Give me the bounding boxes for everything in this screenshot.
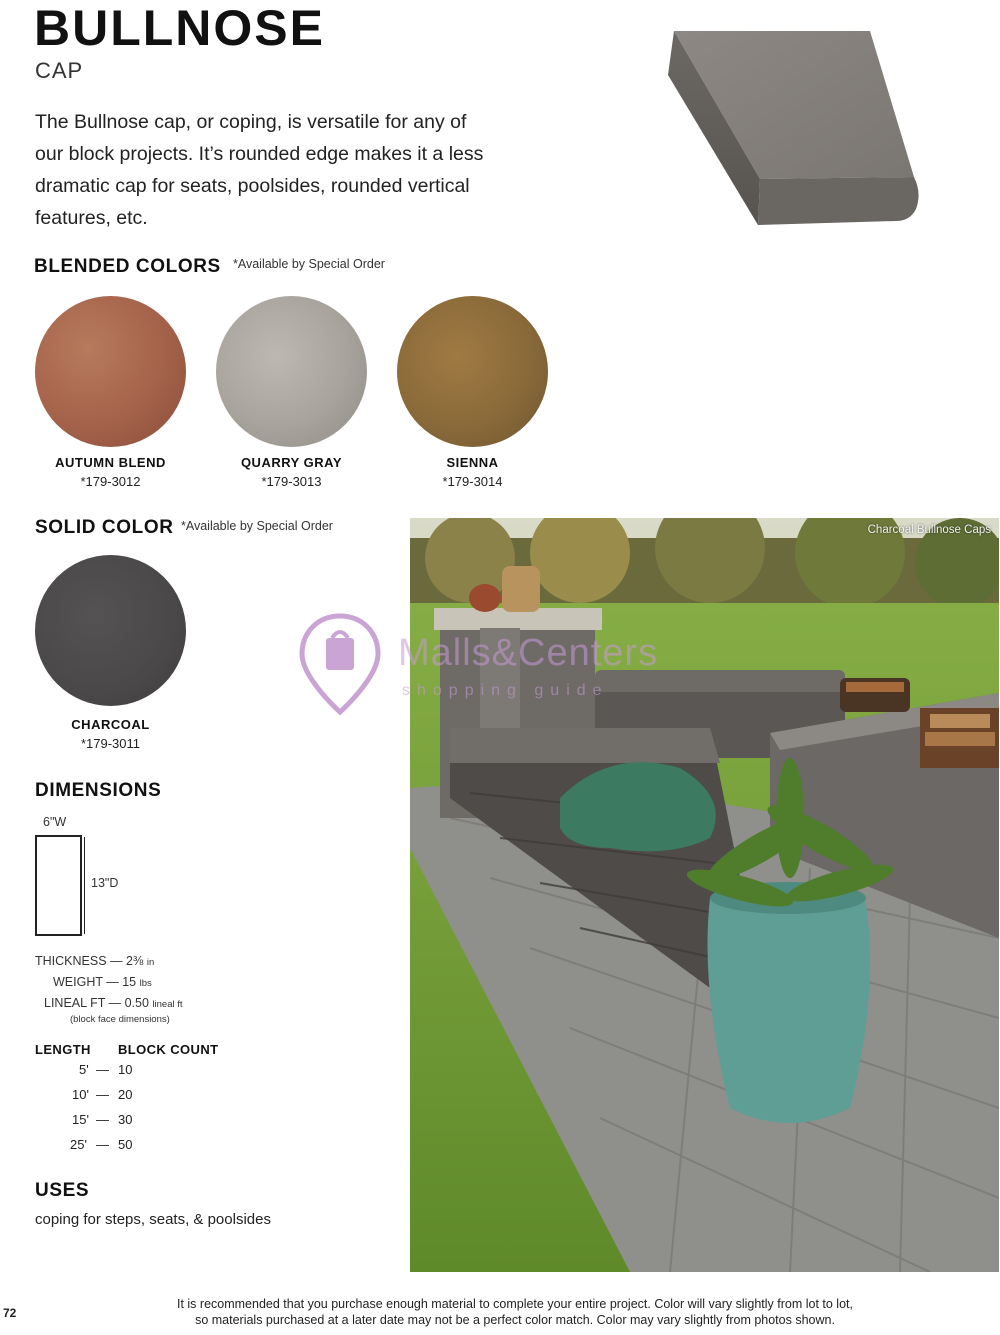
blended-colors-note: *Available by Special Order [233,257,385,271]
dash-cell: — [96,1137,109,1152]
uses-text: coping for steps, seats, & poolsides [35,1211,271,1228]
width-label: 6"W [43,815,67,829]
watermark-tagline: shopping guide [402,682,609,699]
watermark-brand: Malls&Centers [398,632,659,674]
length-cell: 10' [72,1087,89,1102]
lineal-spec [44,996,183,1010]
length-cell: 15' [72,1112,89,1127]
count-cell: 20 [118,1087,133,1102]
thickness-spec [35,954,154,968]
photo-caption: Charcoal Bullnose Caps [867,524,991,536]
weight-label: WEIGHT — 15 [53,975,137,989]
dash-cell: — [96,1112,109,1127]
swatch-code: *179-3014 [442,474,503,489]
swatch-code: *179-3013 [261,474,322,489]
thickness-unit: in [146,957,155,968]
block-face-note: (block face dimensions) [70,1014,170,1025]
swatch-name: SIENNA [446,455,499,470]
page-number: 72 [3,1306,17,1320]
watermark [298,612,718,722]
block-count-header: BLOCK COUNT [118,1042,219,1057]
solid-color-heading: SOLID COLOR [35,517,174,538]
length-header: LENGTH [35,1042,91,1057]
dimensions-heading: DIMENSIONS [35,780,162,801]
lineal-unit: lineal ft [152,999,183,1010]
swatch-name: AUTUMN BLEND [55,455,166,470]
length-cell: 25' [70,1137,87,1152]
dash-cell: — [96,1087,109,1102]
page-subtitle: CAP [35,58,84,83]
depth-dimension-line [84,837,85,934]
swatch-code: *179-3012 [80,474,141,489]
weight-unit: lbs [139,978,152,989]
quarry-gray-swatch [216,296,367,447]
thickness-label: THICKNESS — 2⅜ [35,954,144,968]
autumn-blend-swatch [35,296,186,447]
length-cell: 5' [79,1062,89,1077]
lineal-label: LINEAL FT — 0.50 [44,996,149,1010]
footer-line-2: so materials purchased at a later date may not be a perfect color match. Color may vary slightly from photos shown. [195,1313,835,1327]
solid-color-note: *Available by Special Order [181,519,333,533]
swatch-name: QUARRY GRAY [240,455,343,470]
count-cell: 50 [118,1137,133,1152]
footer-disclaimer [120,1296,910,1328]
weight-spec [53,975,152,989]
page-title: BULLNOSE [34,0,325,56]
bullnose-cap-product-image [660,25,930,245]
depth-label: 13"D [91,876,119,890]
blended-colors-heading: BLENDED COLORS [34,256,221,277]
count-cell: 10 [118,1062,133,1077]
swatch-code: *179-3011 [80,736,141,751]
sienna-swatch [397,296,548,447]
charcoal-swatch [35,555,186,706]
dash-cell: — [96,1062,109,1077]
intro-paragraph: The Bullnose cap, or coping, is versatile for any of our block projects. It’s rounded edge makes it a less dramatic cap for seats, poolsides, rounded vertical features, etc. [35,111,484,229]
count-cell: 30 [118,1112,133,1127]
footer-line-1: It is recommended that you purchase enough material to complete your entire project. Color will vary slightly from lot to lot, [176,1297,853,1311]
swatch-name: CHARCOAL [71,717,150,732]
block-face-diagram [35,835,82,936]
uses-heading: USES [35,1180,90,1201]
map-pin-bag-icon [298,612,382,716]
